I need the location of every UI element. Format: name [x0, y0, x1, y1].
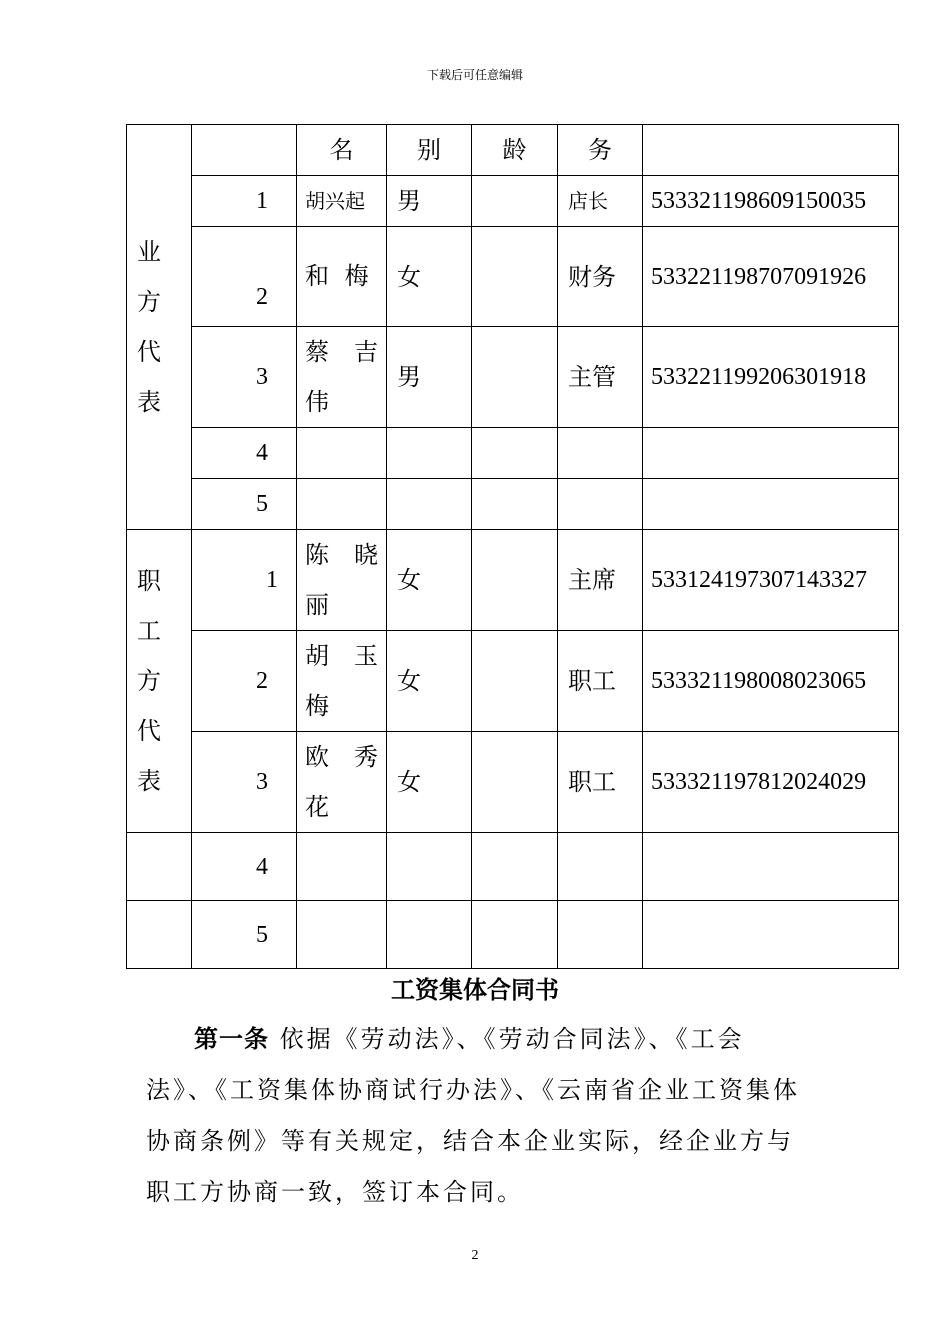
- header-note: 下载后可任意编辑: [426, 68, 523, 82]
- table-row: [127, 176, 899, 227]
- rep-id: 533221199206301918: [643, 327, 899, 428]
- table-row: [127, 901, 899, 969]
- row-number: 4: [192, 833, 297, 901]
- rep-position: 财务: [558, 227, 643, 327]
- rep-gender: 男: [387, 327, 472, 428]
- representatives-table: [126, 124, 899, 969]
- rep-age: [472, 176, 558, 227]
- rep-name: 欧 秀 花: [297, 732, 387, 833]
- row-number: 2: [192, 227, 297, 327]
- header-gender: 别: [387, 125, 472, 176]
- page-number: 2: [471, 1248, 479, 1263]
- article-label: 第一条: [194, 1025, 269, 1053]
- rep-position: 主席: [558, 530, 643, 631]
- rep-name: 陈 晓 丽: [297, 530, 387, 631]
- rep-name: 胡兴起: [297, 176, 387, 227]
- header-id-cell: [643, 125, 899, 176]
- rep-name: 蔡 吉 伟: [297, 327, 387, 428]
- rep-position: 店长: [558, 176, 643, 227]
- document-title: 工资集体合同书: [391, 976, 559, 1004]
- rep-position: 职工: [558, 732, 643, 833]
- rep-id: 533321198609150035: [643, 176, 899, 227]
- row-number: 4: [192, 428, 297, 479]
- table-row: [127, 227, 899, 327]
- rep-age: [472, 227, 558, 327]
- table-row: [127, 530, 899, 631]
- rep-age: [472, 327, 558, 428]
- enterprise-label-cell: [127, 125, 192, 530]
- header-age: 龄: [472, 125, 558, 176]
- table-row: [127, 631, 899, 732]
- rep-age: [472, 530, 558, 631]
- header-no-cell: [192, 125, 297, 176]
- rep-gender: 女: [387, 631, 472, 732]
- table-row: [127, 479, 899, 530]
- header-name: 名: [297, 125, 387, 176]
- header-position: 务: [558, 125, 643, 176]
- row-number: 5: [192, 901, 297, 969]
- table-row: [127, 833, 899, 901]
- row-number: 5: [192, 479, 297, 530]
- article-text: 依据《劳动法》、《劳动合同法》、《工会法》、《工资集体协商试行办法》、《云南省企业工资集体协商条例》等有关规定，结合本企业实际，经企业方与职工方协商一致，签订本合同。: [146, 1025, 800, 1206]
- row-number: 3: [192, 327, 297, 428]
- rep-gender: 女: [387, 732, 472, 833]
- rep-id: 533221198707091926: [643, 227, 899, 327]
- rep-id: 533124197307143327: [643, 530, 899, 631]
- rep-position: 主管: [558, 327, 643, 428]
- rep-name: 胡 玉 梅: [297, 631, 387, 732]
- rep-position: 职工: [558, 631, 643, 732]
- row-number: 2: [192, 631, 297, 732]
- enterprise-label: 业 方 代 表: [137, 238, 161, 416]
- row-number: 1: [192, 176, 297, 227]
- table-row: [127, 732, 899, 833]
- row-number: 1: [192, 530, 297, 631]
- rep-age: [472, 732, 558, 833]
- employee-label-cell: [127, 530, 192, 833]
- article-paragraph: [146, 1014, 806, 1218]
- rep-gender: 男: [387, 176, 472, 227]
- rep-name: 和 梅: [297, 227, 387, 327]
- table-header-row: [127, 125, 899, 176]
- employee-label: 职 工 方 代 表: [137, 567, 161, 795]
- rep-gender: 女: [387, 227, 472, 327]
- rep-id: 533321198008023065: [643, 631, 899, 732]
- row-number: 3: [192, 732, 297, 833]
- table-row: [127, 327, 899, 428]
- rep-age: [472, 631, 558, 732]
- rep-gender: 女: [387, 530, 472, 631]
- table-row: [127, 428, 899, 479]
- rep-id: 533321197812024029: [643, 732, 899, 833]
